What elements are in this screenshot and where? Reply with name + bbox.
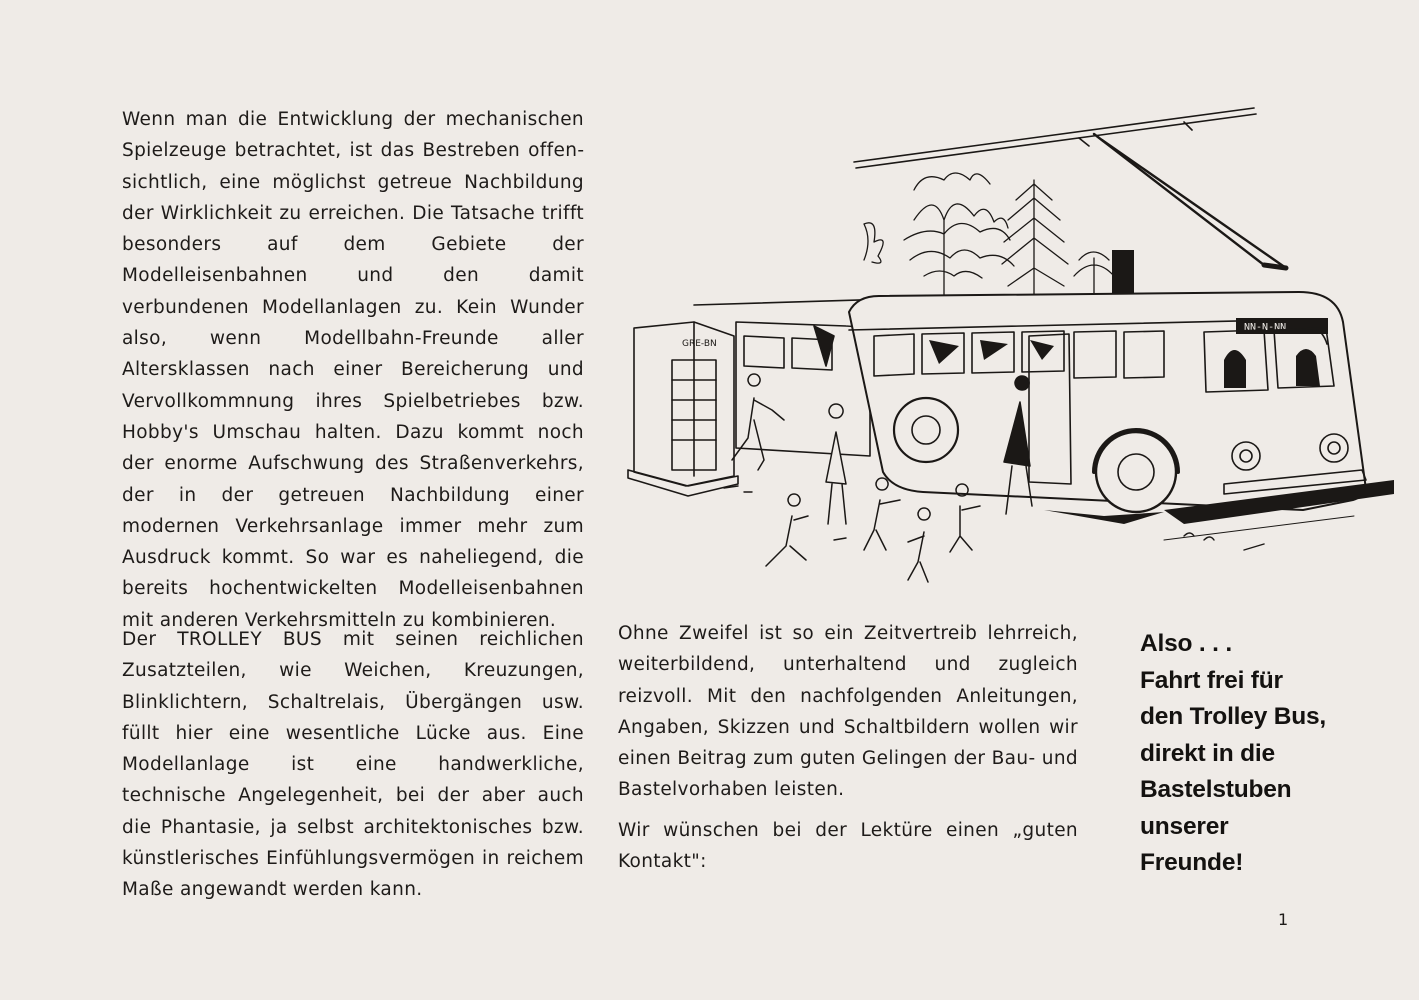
slogan-line: Also . . . [1140, 630, 1232, 657]
trolley-bus-icon [849, 292, 1394, 524]
purpose-paragraph: Ohne Zweifel ist so ein Zeitvertreib lehrreich, weiterbildend, unterhaltend und zugleich reizvoll. Mit den nachfolgenden Anleitungen, Angaben, Skizzen und Schaltbildern wollen wir einen Beitrag zum guten Gelingen der Bau- und Bastelvorhaben leisten. [618, 623, 1078, 801]
left-column-upper [122, 104, 584, 636]
rear-bus-icon [736, 322, 870, 456]
slogan-line: Bastelstuben [1140, 776, 1292, 803]
slogan [1140, 626, 1370, 882]
trees-icon [864, 173, 1114, 300]
overhead-wires-icon [854, 108, 1256, 168]
slogan-line: den Trolley Bus, [1140, 703, 1327, 730]
trolley-poles-icon [1094, 134, 1286, 268]
trolley-bus-illustration-icon [624, 100, 1394, 590]
middle-column [618, 618, 1078, 877]
kiosk-icon [628, 322, 738, 496]
trolley-bus-paragraph: Der TROLLEY BUS mit seinen reichlichen Zusatzteilen, wie Weichen, Kreuzungen, Blinklichtern, Schaltrelais, Übergängen usw. füllt hier eine wesentliche Lücke aus. Eine Modellanlage ist eine handwerkliche, technische Angelegenheit, bei der aber auch die Phantasie, ja selbst architektonisches bzw. künstlerisches Einfühlungsvermögen in reichem Maße angewandt werden kann. [122, 629, 584, 901]
slogan-line: direkt in die [1140, 739, 1275, 767]
intro-paragraph: Wenn man die Entwicklung der mechanischen Spielzeuge betrachtet, ist das Bestreben offensichtlich, eine möglichst getreue Nachbildung der Wirklichkeit zu erreichen. Die Tatsache trifft besonders auf dem Gebiete der Modelleisenbahnen und den damit verbundenen Modellanlagen zu. Kein Wunder also, wenn Modellbahn-Freunde aller Altersklassen nach einer Bereicherung und Vervollkommnung ihres Spielbetriebes bzw. Hobby's Umschau halten. Dazu kommt noch der enorme Aufschwung des Straßenverkehrs, der in der getreuen Nachbildung einer modernen Verkehrsanlage immer mehr zum Ausdruck kommt. So war es naheliegend, die bereits hochentwickelten Modelleisenbahnen mit anderen Verkehrsmitteln zu kombinieren. [122, 109, 584, 631]
kiosk-sign: GRE-BN [682, 339, 717, 349]
page-number: 1 [1278, 910, 1289, 929]
slogan-line: Freunde! [1140, 849, 1244, 876]
slogan-line: unserer [1140, 812, 1229, 840]
slogan-line: Fahrt frei für [1140, 666, 1283, 694]
greeting-paragraph: Wir wünschen bei der Lektüre einen „guten Kontakt": [618, 819, 1078, 873]
left-column-lower [122, 624, 584, 906]
destination-sign: NN-N-NN [1244, 322, 1287, 333]
